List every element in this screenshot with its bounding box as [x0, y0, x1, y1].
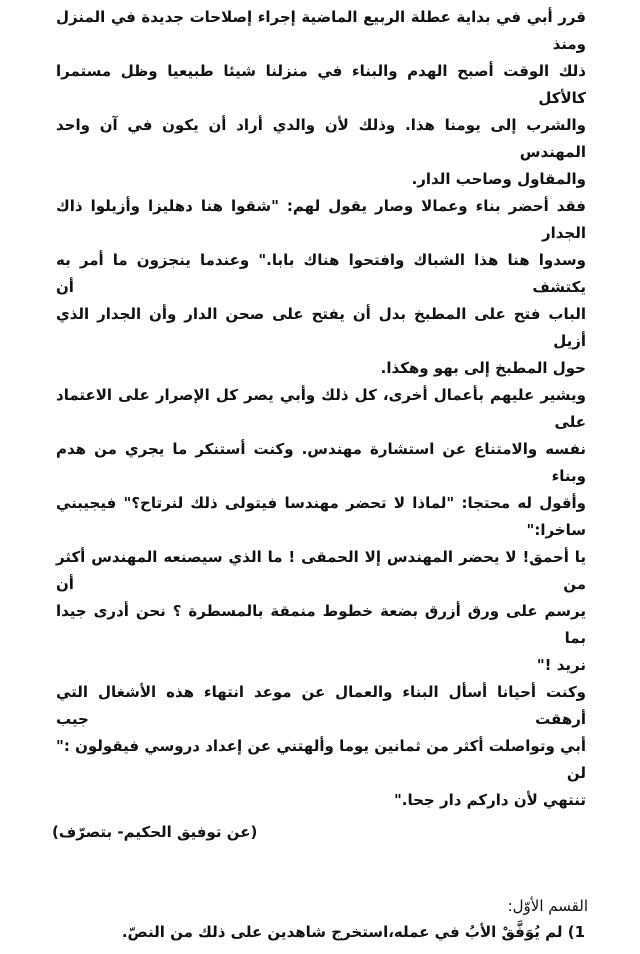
passage-line: والشرب إلى يومنا هذا. وذلك لأن والدي أراد أن يكون في آن واحد المهندس — [56, 116, 586, 161]
passage-line: أبي وتواصلت أكثر من ثمانين يوما وألهتني عن إعداد دروسي فيقولون :" لن — [56, 737, 586, 782]
passage-line: ذلك الوقت أصبح الهدم والبناء في منزلنا شيئا طبيعيا وظل مستمرا كالأكل — [56, 62, 586, 107]
passage-line: والمقاول وصاحب الدار. — [411, 170, 586, 188]
passage-line: نريد !" — [536, 656, 586, 674]
passage-line: وأقول له محتجا: "لماذا لا تحضر مهندسا فيتولى ذلك لنرتاح؟" فيجيبني ساخرا:" — [56, 494, 586, 539]
passage-line: فقد أحضر بناء وعمالا وصار يقول لهم: "شقوا هنا دهليزا وأزيلوا ذاك الجدار — [56, 197, 586, 242]
passage-line: يا أحمق! لا يحضر المهندس إلا الحمقى ! ما الذي سيصنعه المهندس أكثر من أن — [56, 548, 586, 593]
passage-line: ويشير عليهم بأعمال أخرى، كل ذلك وأبي يصر كل الإصرار على الاعتماد على — [56, 386, 586, 431]
source-citation: (عن توفيق الحكيم- بتصرّف) — [52, 823, 258, 841]
question-1: 1) لم يُوَفَّقْ الأبُ في عمله،استخرج شاهدين على ذلك من النصّ. — [121, 923, 585, 941]
passage-line: وسدوا هنا هذا الشباك وافتحوا هناك بابا." وعندما ينجزون ما أمر به يكتشف أن — [56, 251, 586, 296]
passage-line: الباب فتح على المطبخ بدل أن يفتح على صحن الدار وأن الجدار الذي أزيل — [56, 305, 586, 350]
passage-line: حول المطبخ إلى بهو وهكذا. — [380, 359, 586, 377]
passage-line: نفسه والامتناع عن استشارة مهندس. وكنت أستنكر ما يجري من هدم وبناء — [56, 440, 586, 485]
passage-line: وكنت أحيانا أسأل البناء والعمال عن موعد انتهاء هذه الأشغال التي أرهقت جيب — [56, 683, 586, 728]
passage-line: تنتهي لأن داركم دار جحا." — [393, 791, 586, 809]
passage — [56, 4, 586, 814]
passage-line: يرسم على ورق أزرق بضعة خطوط منمقة بالمسطرة ؟ نحن أدرى جيدا بما — [56, 602, 586, 647]
passage-line: قرر أبي في بداية عطلة الربيع الماضية إجراء إصلاحات جديدة في المنزل ومنذ — [56, 8, 586, 53]
section-title: القسم الأوّل: — [507, 897, 588, 915]
